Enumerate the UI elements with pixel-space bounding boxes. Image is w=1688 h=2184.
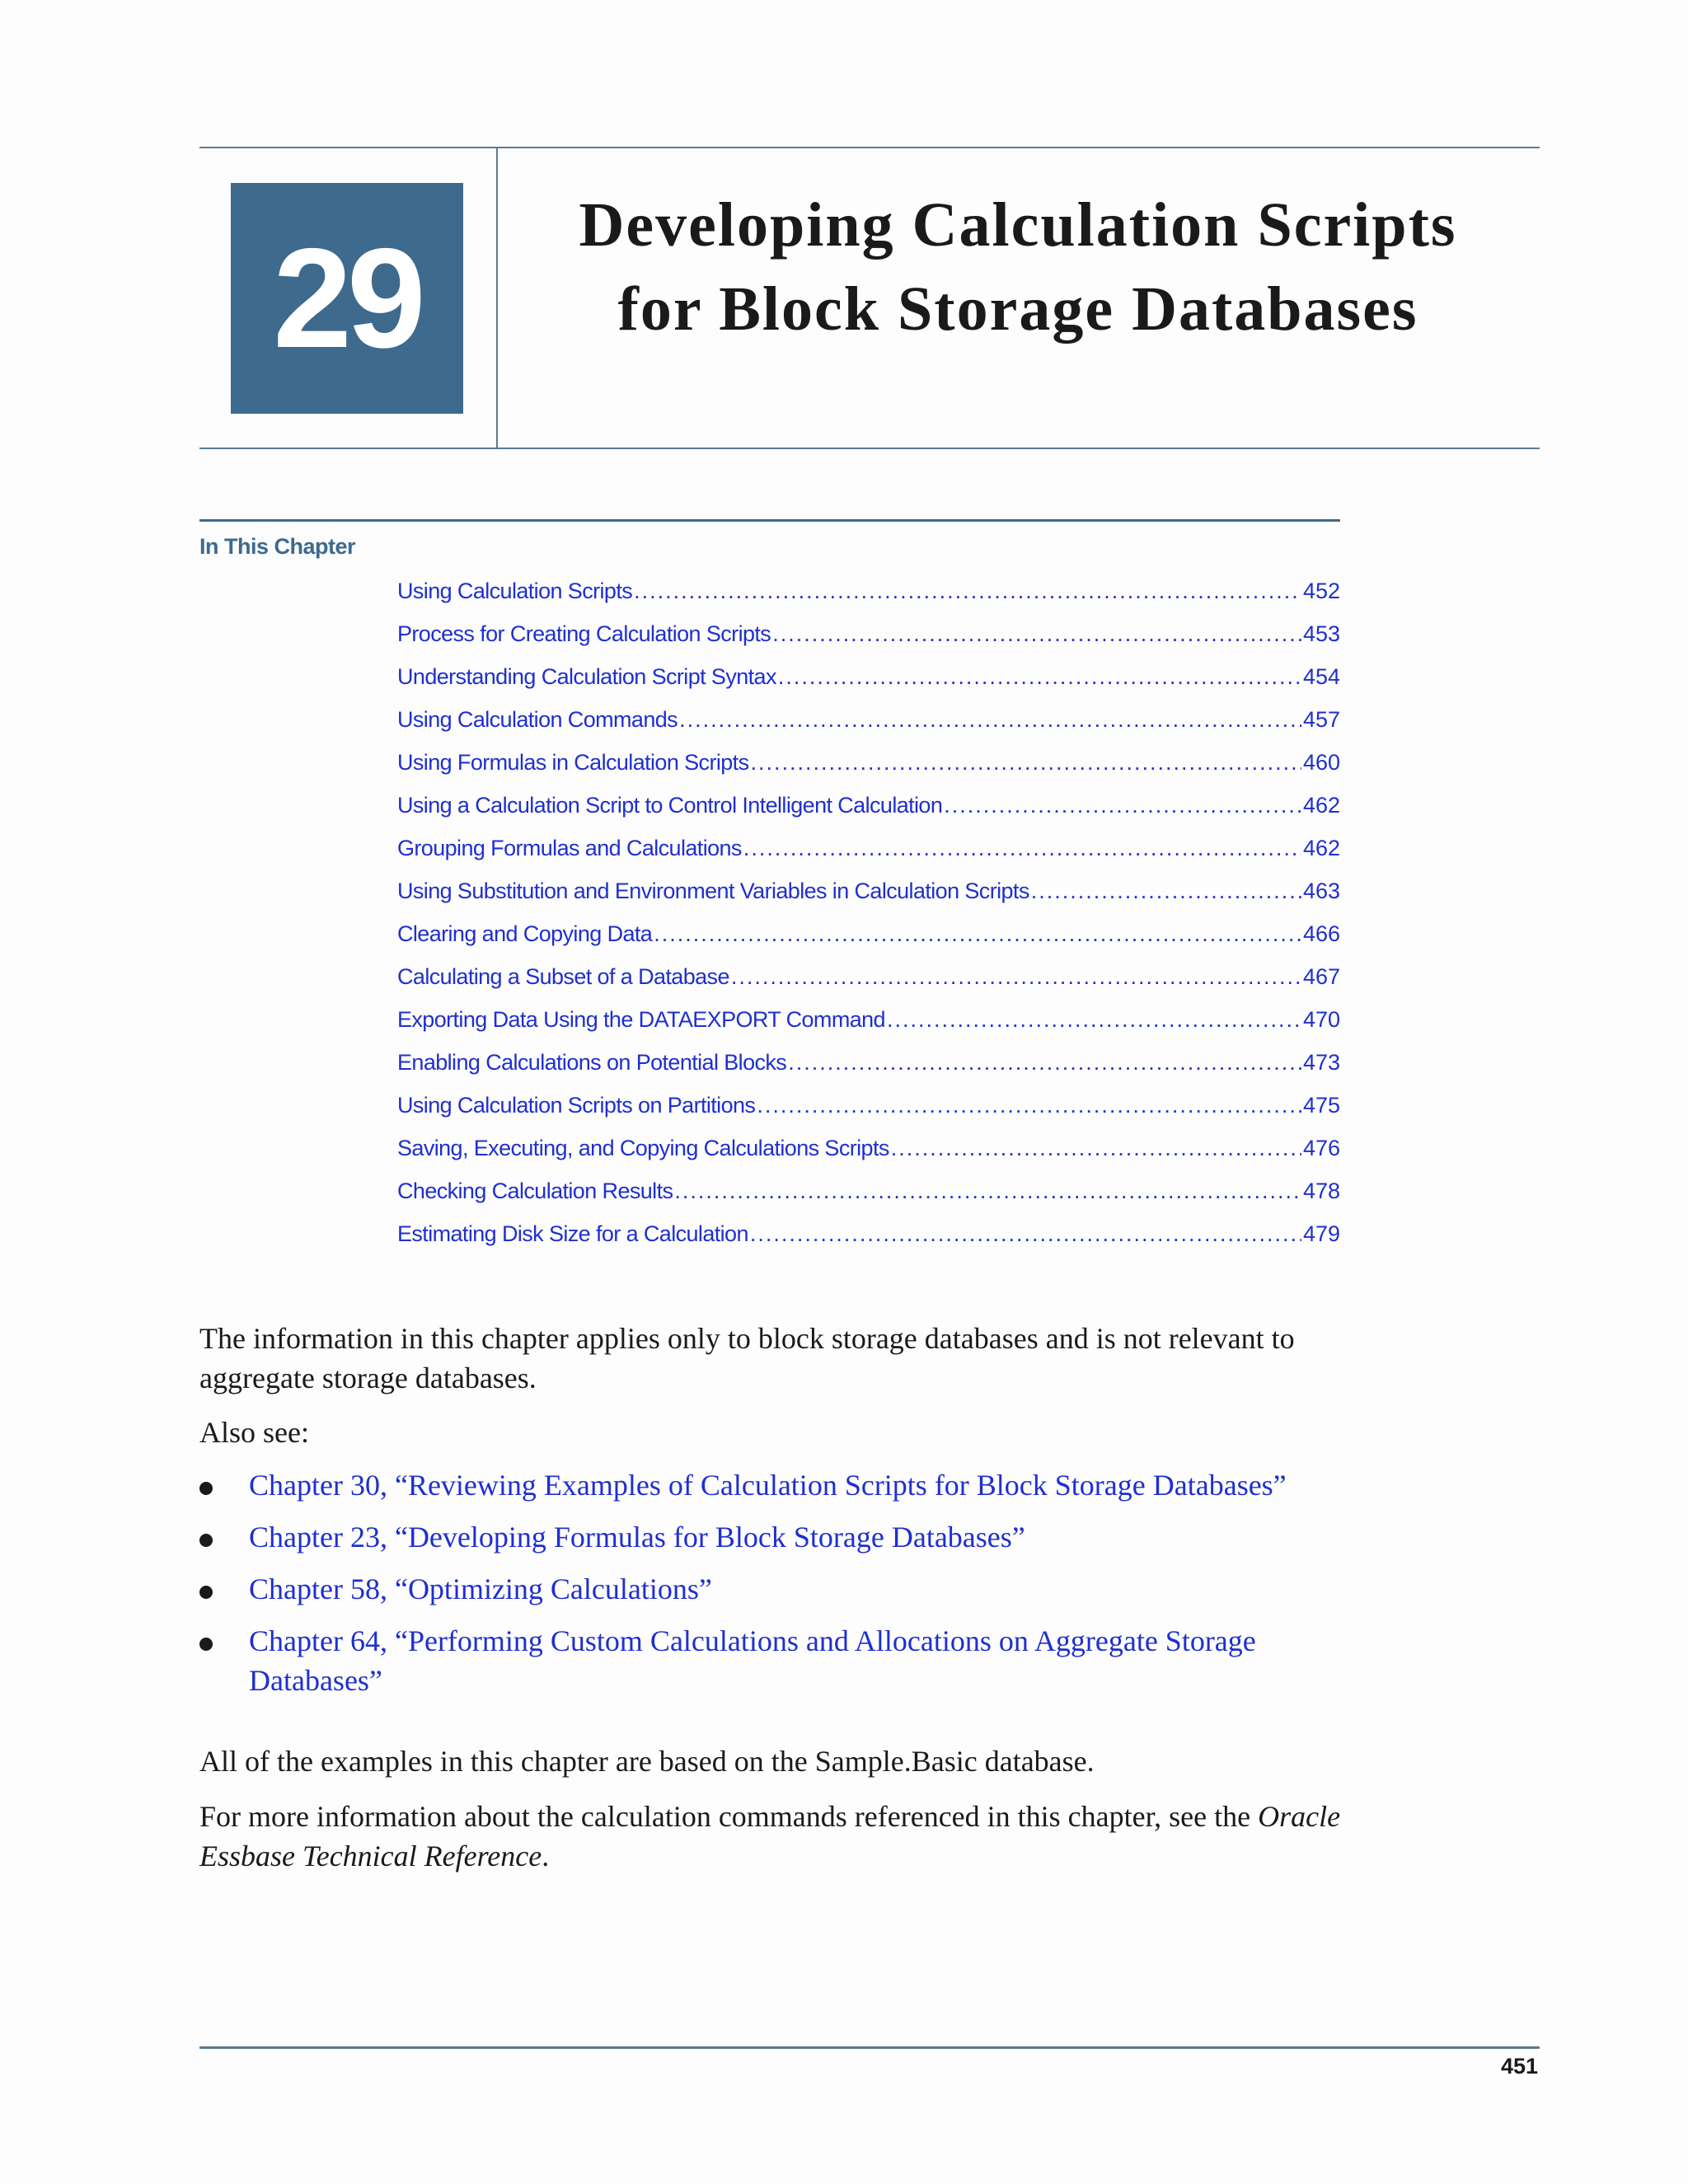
- bullet-icon: [199, 1482, 213, 1495]
- toc-heading: In This Chapter: [199, 534, 356, 559]
- toc-entry-page[interactable]: 462: [1302, 793, 1340, 818]
- toc-entry-page[interactable]: 454: [1302, 664, 1340, 689]
- toc-entry-page[interactable]: 452: [1302, 579, 1340, 603]
- toc-entry[interactable]: [397, 832, 1340, 874]
- toc-entry-label[interactable]: Understanding Calculation Script Syntax: [397, 664, 776, 689]
- toc-dot-leader: [944, 789, 1301, 822]
- toc-entry-page[interactable]: 470: [1302, 1007, 1340, 1032]
- toc-entry-page[interactable]: 479: [1302, 1221, 1340, 1246]
- toc-entry[interactable]: [397, 746, 1340, 789]
- toc-entry[interactable]: [397, 1174, 1340, 1217]
- more-info-prefix: For more information about the calculation commands referenced in this chapter, see the: [199, 1800, 1259, 1833]
- toc-entry[interactable]: [397, 660, 1340, 703]
- more-info-suffix: .: [542, 1840, 550, 1872]
- chapter-number: 29: [273, 219, 421, 377]
- toc-entry[interactable]: [397, 1132, 1340, 1174]
- toc-dot-leader: [757, 1089, 1301, 1122]
- toc-entry-page[interactable]: 457: [1302, 707, 1340, 732]
- toc-entry[interactable]: [397, 703, 1340, 746]
- toc-entry-label[interactable]: Using Calculation Scripts on Partitions: [397, 1093, 756, 1118]
- toc-dot-leader: [1031, 874, 1301, 907]
- toc-entry-label[interactable]: Using Substitution and Environment Variables in Calculation Scripts: [397, 879, 1029, 903]
- intro-paragraph: The information in this chapter applies only to block storage databases and is not relevant to aggregate storage databases.: [199, 1322, 1295, 1394]
- reference-title: Oracle Essbase Technical Reference: [199, 1800, 1341, 1872]
- see-also-item: [199, 1465, 1345, 1505]
- toc-entry-label[interactable]: Process for Creating Calculation Scripts: [397, 621, 771, 646]
- see-also-list: [199, 1465, 1345, 1713]
- toc-entry-page[interactable]: 467: [1302, 964, 1340, 989]
- toc-entry-page[interactable]: 466: [1302, 921, 1340, 946]
- also-see-label: Also see:: [199, 1416, 309, 1449]
- toc-dot-leader: [891, 1132, 1301, 1165]
- chapter-title-line-2: for Block Storage Databases: [617, 274, 1418, 344]
- header-top-rule: [199, 147, 1540, 148]
- toc-entry-page[interactable]: 473: [1302, 1050, 1340, 1075]
- bullet-icon: [199, 1638, 213, 1651]
- toc-dot-leader: [750, 746, 1301, 779]
- chapter-title-line-1: Developing Calculation Scripts: [579, 190, 1457, 260]
- toc-dot-leader: [750, 1217, 1301, 1250]
- toc-dot-leader: [887, 1003, 1301, 1036]
- toc-dot-leader: [731, 960, 1301, 993]
- header-bottom-rule: [199, 448, 1540, 449]
- toc-entry-label[interactable]: Enabling Calculations on Potential Blocks: [397, 1050, 787, 1075]
- toc-entry[interactable]: [397, 617, 1340, 660]
- chapter-link[interactable]: Chapter 23, “Developing Formulas for Block Storage Databases”: [249, 1521, 1025, 1554]
- toc-entry[interactable]: [397, 789, 1340, 832]
- toc-entry-label[interactable]: Saving, Executing, and Copying Calculations Scripts: [397, 1136, 889, 1160]
- toc-entry-label[interactable]: Calculating a Subset of a Database: [397, 964, 729, 989]
- toc-entry-page[interactable]: 460: [1302, 750, 1340, 775]
- more-info-paragraph: [199, 1797, 1345, 1876]
- toc-entry-label[interactable]: Using a Calculation Script to Control Intelligent Calculation: [397, 793, 943, 818]
- toc-entry[interactable]: [397, 574, 1340, 617]
- toc-entry[interactable]: [397, 917, 1340, 960]
- see-also-item: [199, 1621, 1345, 1700]
- chapter-title: [498, 183, 1538, 351]
- toc-entry-label[interactable]: Exporting Data Using the DATAEXPORT Command: [397, 1007, 885, 1032]
- bullet-icon: [199, 1534, 213, 1547]
- toc-dot-leader: [654, 917, 1301, 950]
- toc-entry[interactable]: [397, 1089, 1340, 1132]
- toc-entry[interactable]: [397, 960, 1340, 1003]
- see-also-item: [199, 1569, 1345, 1609]
- toc-entry[interactable]: [397, 1046, 1340, 1089]
- toc-dot-leader: [679, 703, 1301, 736]
- toc-entry-label[interactable]: Clearing and Copying Data: [397, 921, 653, 946]
- toc-entry-page[interactable]: 476: [1302, 1136, 1340, 1160]
- bullet-icon: [199, 1586, 213, 1599]
- toc-dot-leader: [772, 617, 1301, 650]
- toc-list: [397, 574, 1340, 1260]
- toc-dot-leader: [674, 1174, 1301, 1207]
- page-number: 451: [1500, 2054, 1538, 2079]
- toc-entry[interactable]: [397, 1003, 1340, 1046]
- toc-entry-label[interactable]: Checking Calculation Results: [397, 1179, 673, 1203]
- toc-entry-label[interactable]: Using Formulas in Calculation Scripts: [397, 750, 749, 775]
- toc-dot-leader: [634, 574, 1301, 607]
- toc-entry-page[interactable]: 462: [1302, 836, 1340, 860]
- toc-dot-leader: [778, 660, 1301, 693]
- toc-entry[interactable]: [397, 874, 1340, 917]
- chapter-link[interactable]: Chapter 30, “Reviewing Examples of Calculation Scripts for Block Storage Databases”: [249, 1469, 1287, 1502]
- toc-entry-page[interactable]: 463: [1302, 879, 1340, 903]
- chapter-number-badge: [231, 183, 463, 414]
- examples-note: All of the examples in this chapter are based on the Sample.Basic database.: [199, 1745, 1095, 1778]
- toc-entry-label[interactable]: Estimating Disk Size for a Calculation: [397, 1221, 748, 1246]
- chapter-link[interactable]: Chapter 58, “Optimizing Calculations”: [249, 1572, 712, 1605]
- toc-dot-leader: [788, 1046, 1301, 1079]
- toc-entry-page[interactable]: 475: [1302, 1093, 1340, 1118]
- footer-rule: [199, 2046, 1540, 2049]
- toc-entry-label[interactable]: Grouping Formulas and Calculations: [397, 836, 742, 860]
- toc-entry[interactable]: [397, 1217, 1340, 1260]
- toc-entry-page[interactable]: 453: [1302, 621, 1340, 646]
- toc-top-rule: [199, 519, 1340, 522]
- toc-entry-page[interactable]: 478: [1302, 1179, 1340, 1203]
- see-also-item: [199, 1517, 1345, 1557]
- toc-entry-label[interactable]: Using Calculation Commands: [397, 707, 678, 732]
- toc-dot-leader: [743, 832, 1301, 865]
- chapter-link[interactable]: Chapter 64, “Performing Custom Calculations and Allocations on Aggregate Storage Databases”: [249, 1624, 1256, 1697]
- toc-entry-label[interactable]: Using Calculation Scripts: [397, 579, 633, 603]
